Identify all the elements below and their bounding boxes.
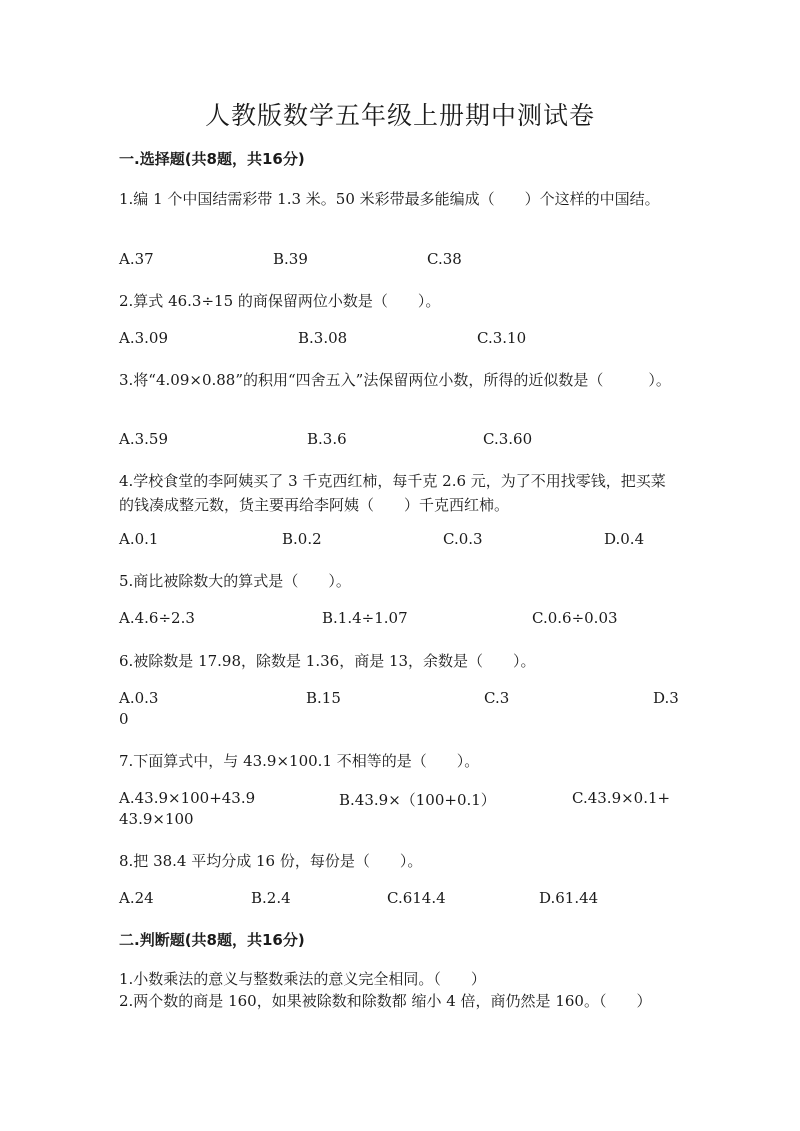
q1-option-c: C.38 (427, 250, 462, 268)
q3-option-b: B.3.6 (307, 430, 347, 448)
section-heading-judgement: 二.判断题(共8题，共16分) (119, 931, 305, 949)
q8-option-b: B.2.4 (251, 889, 291, 907)
q8-option-c: C.614.4 (387, 889, 446, 907)
q6-option-a: A.0.3 (119, 689, 159, 707)
question-2: 2.算式 46.3÷15 的商保留两位小数是（ ）。 (119, 292, 441, 310)
q4-option-d: D.0.4 (604, 530, 645, 548)
question-5: 5.商比被除数大的算式是（ ）。 (119, 572, 351, 590)
judgement-2: 2.两个数的商是 160，如果被除数和除数都 缩小 4 倍，商仍然是 160。（ ） (119, 992, 652, 1010)
q2-option-c: C.3.10 (477, 329, 527, 347)
question-4: 4.学校食堂的李阿姨买了 3 千克西红柿，每千克 2.6 元，为了不用找零钱，把买菜的钱凑成整元数，货主要再给李阿姨（ ）千克西红柿。 (119, 472, 666, 514)
q2-option-b: B.3.08 (298, 329, 348, 347)
q1-option-a: A.37 (119, 250, 154, 268)
q6-option-d-continuation: 0 (119, 710, 129, 728)
q5-option-c: C.0.6÷0.03 (532, 609, 618, 627)
q6-option-c: C.3 (484, 689, 510, 707)
q4-option-a: A.0.1 (119, 530, 159, 548)
q5-option-a: A.4.6÷2.3 (119, 609, 195, 627)
q8-option-a: A.24 (119, 889, 154, 907)
q8-option-d: D.61.44 (539, 889, 599, 907)
q5-option-b: B.1.4÷1.07 (322, 609, 408, 627)
q1-option-b: B.39 (273, 250, 308, 268)
q7-option-c-continuation: 43.9×100 (119, 810, 194, 828)
q7-option-c: C.43.9×0.1+ (572, 789, 671, 807)
q3-option-a: A.3.59 (119, 430, 168, 448)
question-6: 6.被除数是 17.98，除数是 1.36，商是 13，余数是（ ）。 (119, 652, 536, 670)
q4-option-b: B.0.2 (282, 530, 322, 548)
question-1: 1.编 1 个中国结需彩带 1.3 米。50 米彩带最多能编成（ ）个这样的中国结。 (119, 190, 660, 208)
q2-option-a: A.3.09 (119, 329, 168, 347)
q3-option-c: C.3.60 (483, 430, 533, 448)
q7-option-b: B.43.9×（100+0.1） (339, 791, 496, 809)
question-7: 7.下面算式中，与 43.9×100.1 不相等的是（ ）。 (119, 752, 480, 770)
q7-option-a: A.43.9×100+43.9 (119, 789, 256, 807)
question-3: 3.将“4.09×0.88”的积用“四舍五入”法保留两位小数，所得的近似数是（ ）。 (119, 371, 671, 389)
judgement-1: 1.小数乘法的意义与整数乘法的意义完全相同。（ ） (119, 970, 486, 988)
page-title: 人教版数学五年级上册期中测试卷 (204, 101, 595, 130)
q6-option-d: D.3 (653, 689, 679, 707)
q4-option-c: C.0.3 (443, 530, 483, 548)
q6-option-b: B.15 (306, 689, 341, 707)
question-8: 8.把 38.4 平均分成 16 份，每份是（ ）。 (119, 852, 423, 870)
section-heading-choice: 一.选择题(共8题，共16分) (119, 150, 305, 168)
